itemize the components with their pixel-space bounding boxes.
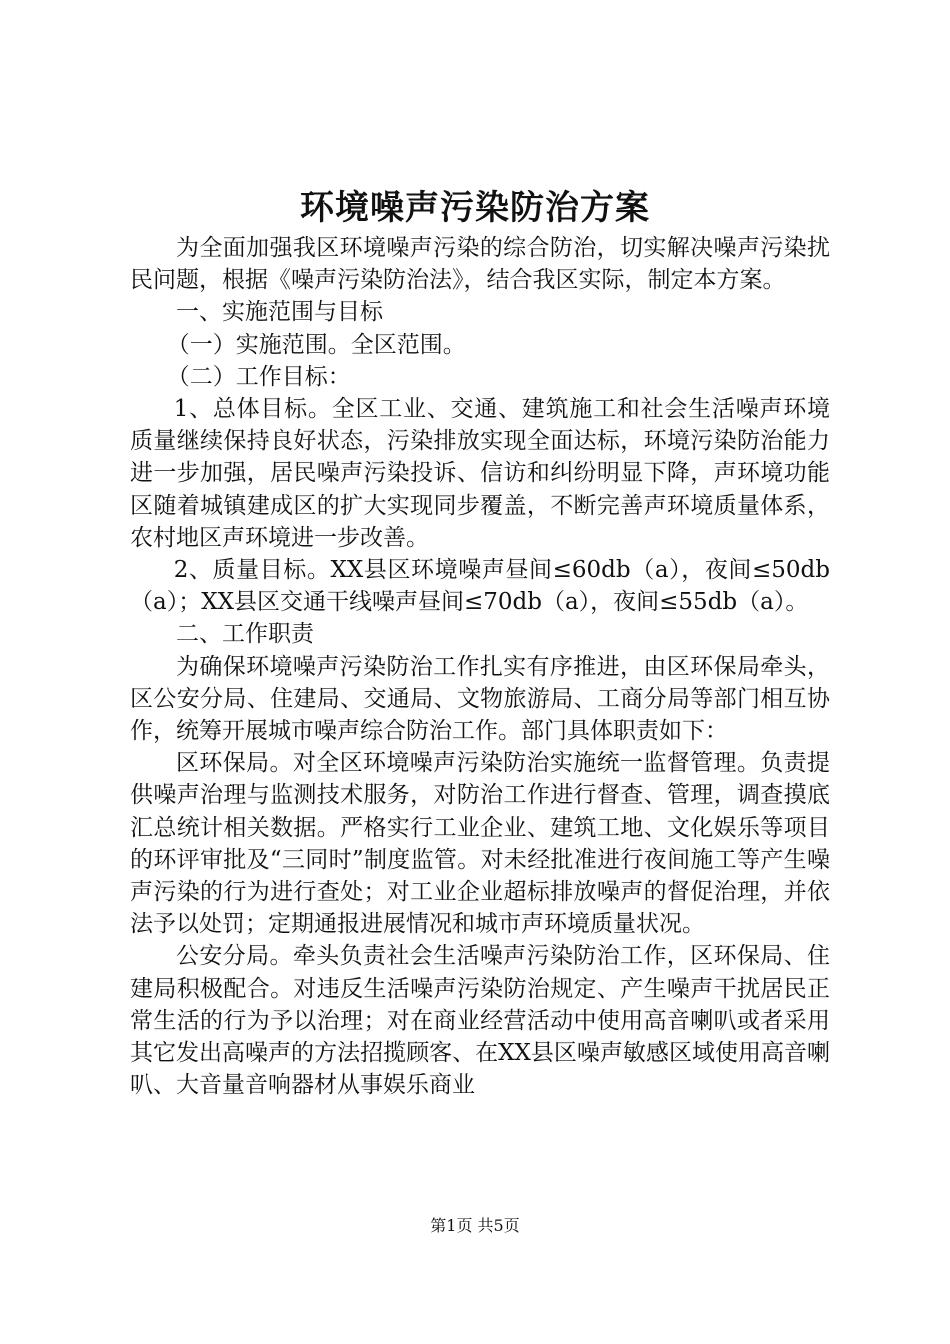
subsection-goals: （二）工作目标： [166, 363, 351, 390]
police-bureau-paragraph: 公安分局。牵头负责社会生活噪声污染防治工作，区环保局、住建局积极配合。对违反生活噪声污染防治规定、产生噪声干扰居民正常生活的行为予以治理；对在商业经营活动中使用高音喇叭或者采用其它发出高噪声的方法招揽顾客、在XX县区噪声敏感区域使用高音喇叭、大音量音响器材从事娱乐商业 [130, 943, 830, 1099]
page-footer: 第1页 共5页 [430, 1216, 520, 1235]
duties-intro-paragraph: 为确保环境噪声污染防治工作扎实有序推进，由区环保局牵头，区公安分局、住建局、交通局、文物旅游局、工商分局等部门相互协作，统筹开展城市噪声综合防治工作。部门具体职责如下： [130, 653, 830, 745]
section-heading-duties: 二、工作职责 [176, 621, 314, 648]
subsection-scope: （一）实施范围。全区范围。 [166, 331, 466, 358]
overall-goal-paragraph: 1、总体目标。全区工业、交通、建筑施工和社会生活噪声环境质量继续保持良好状态，污染排放实现全面达标，环境污染防治能力进一步加强，居民噪声污染投诉、信访和纠纷明显下降，声环境功能区随着城镇建成区的扩大实现同步覆盖，不断完善声环境质量体系，农村地区声环境进一步改善。 [130, 396, 830, 551]
document-title: 环境噪声污染防治方案 [300, 188, 650, 228]
document-body [130, 232, 830, 1101]
intro-paragraph: 为全面加强我区环境噪声污染的综合防治，切实解决噪声污染扰民问题，根据《噪声污染防治法》，结合我区实际，制定本方案。 [130, 235, 830, 294]
env-bureau-paragraph: 区环保局。对全区环境噪声污染防治实施统一监督管理。负责提供噪声治理与监测技术服务，对防治工作进行督查、管理，调查摸底汇总统计相关数据。严格实行工业企业、建筑工地、文化娱乐等项目的环评审批及“三同时”制度监管。对未经批准进行夜间施工等产生噪声污染的行为进行查处；对工业企业超标排放噪声的督促治理，并依法予以处罚；定期通报进展情况和城市声环境质量状况。 [130, 750, 830, 938]
section-heading-scope-goals: 一、实施范围与目标 [176, 299, 383, 326]
quality-goal-paragraph: 2、质量目标。XX县区环境噪声昼间≤60db（a），夜间≤50db（a）；XX县区交通干线噪声昼间≤70db（a），夜间≤55db（a）。 [130, 557, 830, 616]
